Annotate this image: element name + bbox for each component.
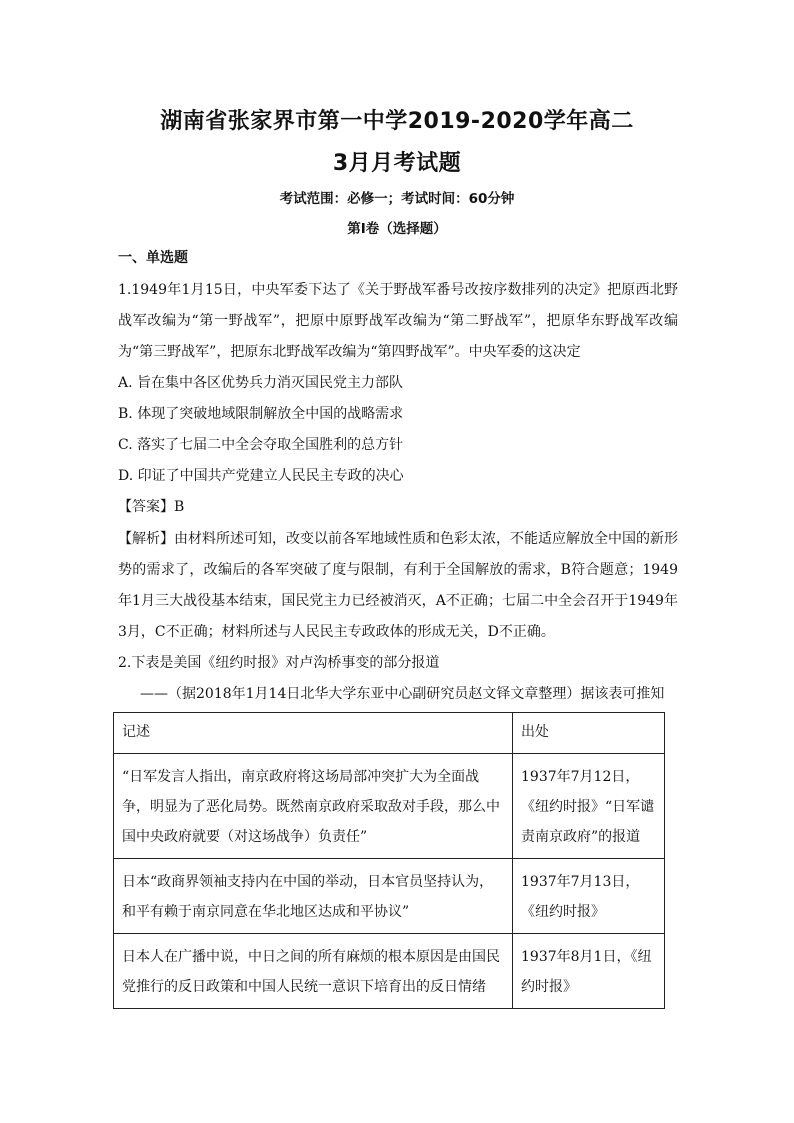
table-row	[114, 859, 665, 934]
section-heading: 一、单选题	[118, 250, 188, 266]
table-header-row	[114, 713, 665, 754]
report-table	[113, 712, 665, 1009]
table-cell: 日本人在广播中说，中日之间的所有麻烦的根本原因是由国民党推行的反日政策和中国人民统一意识下培育出的反日情绪	[114, 934, 513, 1009]
table-cell: “日军发言人指出，南京政府将这场局部冲突扩大为全面战争，明显为了恶化局势。既然南京政府采取敌对手段，那么中国中央政府就要（对这场战争）负责任”	[114, 754, 513, 859]
question-1-option-b: B. 体现了突破地域限制解放全中国的战略需求	[118, 406, 404, 422]
question-2-stem: 2.下表是美国《纽约时报》对卢沟桥事变的部分报道	[118, 655, 440, 671]
table-cell: 日本“政商界领袖支持内在中国的举动，日本官员坚持认为，和平有赖于南京同意在华北地区达成和平协议”	[114, 859, 513, 934]
question-1-option-d: D. 印证了中国共产党建立人民民主专政的决心	[118, 468, 404, 484]
table-header-cell: 出处	[513, 713, 665, 754]
table-row	[114, 934, 665, 1009]
question-1-stem: 1.1949年1月15日，中央军委下达了《关于野战军番号改按序数排列的决定》把原西北野战军改编为“第一野战军”，把原中原野战军改编为“第二野战军”，把原华东野战军改编为“第三野战军”，把原东北野战军改编为“第四野战军”。中央军委的这决定	[118, 282, 678, 360]
table-cell: 1937年8月1日，《纽约时报》	[513, 934, 665, 1009]
table-header-cell: 记述	[114, 713, 513, 754]
question-1-option-a: A. 旨在集中各区优势兵力消灭国民党主力部队	[118, 375, 404, 391]
question-1-answer: 【答案】B	[118, 499, 185, 515]
question-2-source: ——（据2018年1月14日北华大学东亚中心副研究员赵文铎文章整理）据该表可推知	[140, 686, 665, 702]
document-subtitle: 3月月考试题	[332, 151, 462, 176]
table-cell: 1937年7月13日，《纽约时报》	[513, 859, 665, 934]
document-title: 湖南省张家界市第一中学2019-2020学年高二	[160, 109, 634, 134]
volume-heading: 第I卷（选择题）	[347, 221, 447, 237]
table-row	[114, 754, 665, 859]
table-cell: 1937年7月12日，《纽约时报》“日军谴责南京政府”的报道	[513, 754, 665, 859]
question-1-explanation: 【解析】由材料所述可知，改变以前各军地域性质和色彩太浓，不能适应解放全中国的新形势的需求了，改编后的各军突破了度与限制，有利于全国解放的需求，B符合题意；1949年1月三大战役基本结束，国民党主力已经被消灭，A不正确；七届二中全会召开于1949年3月，C不正确；材料所述与人民民主专政政体的形成无关，D不正确。	[118, 531, 678, 640]
question-1-option-c: C. 落实了七届二中全会夺取全国胜利的总方针	[118, 437, 404, 453]
exam-info: 考试范围：必修一；考试时间：60分钟	[279, 191, 515, 207]
